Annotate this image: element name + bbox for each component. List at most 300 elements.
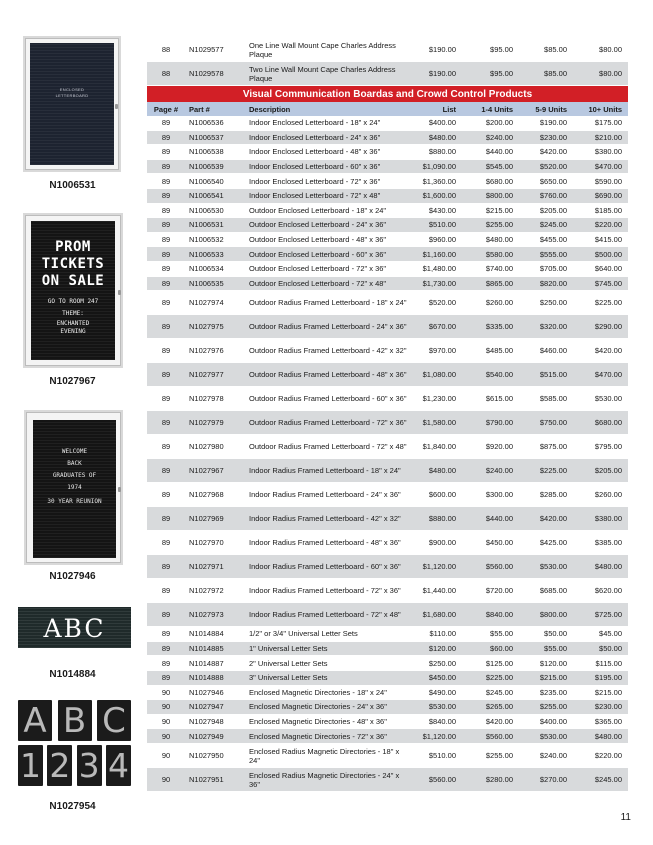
list-price-cell: $880.00 [428,514,456,524]
board-text-big: PROM [55,239,91,255]
page-number-cell: 89 [161,205,171,215]
price-5-9-cell: $240.00 [539,751,567,760]
table-row [147,459,628,483]
price-1-4-cell: $440.00 [485,514,513,524]
list-price-cell: $1,080.00 [422,370,456,380]
section-banner: Visual Communication Boardas and Crowd Control Products [147,86,628,102]
list-price-cell: $400.00 [428,118,456,128]
price-10-plus-cell: $620.00 [594,586,622,596]
price-10-plus-cell: $500.00 [594,249,622,259]
table-row [147,715,628,730]
price-10-plus-cell: $230.00 [594,702,622,712]
product-image-column [0,0,145,845]
price-10-plus-cell: $290.00 [594,322,622,332]
page-number-cell: 89 [161,147,171,157]
price-5-9-cell: $420.00 [539,147,567,157]
part-number-cell: N1014888 [189,673,224,683]
price-5-9-cell: $225.00 [539,466,567,476]
list-price-cell: $120.00 [428,644,456,654]
price-1-4-cell: $790.00 [485,418,513,428]
table-row [147,435,628,459]
part-number-cell: N1027948 [189,717,224,727]
description-cell: Enclosed Magnetic Directories - 18" x 24" [249,687,387,697]
table-row [147,189,628,204]
price-1-4-cell: $265.00 [485,702,513,712]
list-price-cell: $1,230.00 [422,394,456,404]
list-price-cell: $250.00 [428,658,456,668]
table-row [147,627,628,642]
price-5-9-cell: $85.00 [544,45,567,54]
price-10-plus-cell: $385.00 [594,538,622,548]
price-10-plus-cell: $175.00 [594,118,622,128]
page-number-cell: 89 [161,235,171,245]
description-cell: 3" Universal Letter Sets [249,673,328,683]
price-1-4-cell: $225.00 [485,673,513,683]
page-number-cell: 90 [161,702,171,712]
tile-number: 4 [107,746,129,785]
price-1-4-cell: $125.00 [485,658,513,668]
price-1-4-cell: $260.00 [485,298,513,308]
description-cell: Enclosed Magnetic Directories - 48" x 36" [249,717,387,727]
price-10-plus-cell: $690.00 [594,191,622,201]
board-text-line: WELCOME [61,448,88,455]
table-row [147,233,628,248]
letter-set-text: ABC [43,614,106,643]
price-5-9-cell: $685.00 [539,586,567,596]
table-header [147,102,628,116]
price-10-plus-cell: $590.00 [594,176,622,186]
product-label: N1014884 [49,669,96,680]
price-5-9-cell: $245.00 [539,220,567,230]
description-cell: Indoor Enclosed Letterboard - 48" x 36" [249,147,381,157]
price-5-9-cell: $190.00 [539,118,567,128]
part-number-cell: N1029578 [189,69,224,78]
description-cell: 1/2" or 3/4" Universal Letter Sets [249,629,358,639]
part-number-cell: N1006532 [189,235,224,245]
list-price-cell: $1,160.00 [422,249,456,259]
tile-number: 1 [20,746,41,785]
part-number-cell: N1027976 [189,346,224,356]
price-10-plus-cell: $220.00 [594,220,622,230]
description-cell: Enclosed Magnetic Directories - 24" x 36" [249,702,387,712]
description-cell: Outdoor Radius Framed Letterboard - 42" x 32" [249,346,407,356]
board-text-big: ON SALE [41,273,105,289]
description-cell: Outdoor Radius Framed Letterboard - 48" x 36" [249,370,407,380]
list-price-cell: $1,360.00 [422,176,456,186]
lock-knob-icon [118,487,121,492]
price-1-4-cell: $420.00 [485,717,513,727]
price-5-9-cell: $120.00 [539,658,567,668]
description-cell: Outdoor Enclosed Letterboard - 48" x 36" [249,235,387,245]
letterboard-felt [33,420,116,558]
price-5-9-cell: $235.00 [539,687,567,697]
price-10-plus-cell: $205.00 [594,466,622,476]
part-number-cell: N1006530 [189,205,224,215]
page-number-cell: 89 [161,629,171,639]
page-number-cell: 89 [161,562,171,572]
price-5-9-cell: $455.00 [539,235,567,245]
price-1-4-cell: $720.00 [485,586,513,596]
page-number-cell: 89 [161,490,171,500]
price-10-plus-cell: $480.00 [594,562,622,572]
page-number-cell: 90 [161,717,171,727]
price-10-plus-cell: $530.00 [594,394,622,404]
list-price-cell: $1,680.00 [422,610,456,620]
table-row [147,686,628,701]
part-number-cell: N1027974 [189,298,224,308]
price-5-9-cell: $420.00 [539,514,567,524]
list-price-cell: $880.00 [428,147,456,157]
col-header-description: Description [249,104,291,114]
part-number-cell: N1027975 [189,322,224,332]
board-text-line: GRADUATES OF [52,472,97,479]
list-price-cell: $480.00 [428,132,456,142]
price-5-9-cell: $230.00 [539,132,567,142]
part-number-cell: N1029577 [189,45,224,54]
table-row [147,603,628,627]
price-10-plus-cell: $745.00 [594,278,622,288]
tile-row-numbers [18,745,131,786]
description-cell: Indoor Enclosed Letterboard - 18" x 24" [249,118,381,128]
price-10-plus-cell: $260.00 [594,490,622,500]
table-row [147,291,628,315]
price-5-9-cell: $585.00 [539,394,567,404]
letterboard-felt [30,43,114,165]
price-1-4-cell: $200.00 [485,118,513,128]
price-1-4-cell: $240.00 [485,132,513,142]
list-price-cell: $1,120.00 [422,562,456,572]
description-cell: Indoor Enclosed Letterboard - 72" x 48" [249,191,381,201]
price-10-plus-cell: $725.00 [594,610,622,620]
list-price-cell: $490.00 [428,687,456,697]
part-number-cell: N1006540 [189,176,224,186]
description-cell: Outdoor Radius Framed Letterboard - 72" x 36" [249,418,407,428]
page-number-cell: 89 [161,132,171,142]
price-10-plus-cell: $220.00 [594,751,622,760]
page-number-cell: 90 [161,775,171,784]
table-row [147,145,628,160]
table-row [147,62,628,86]
price-1-4-cell: $840.00 [485,610,513,620]
price-1-4-cell: $335.00 [485,322,513,332]
list-price-cell: $900.00 [428,538,456,548]
board-text-line: LETTERBOARD [55,93,89,98]
part-number-cell: N1027949 [189,731,224,741]
list-price-cell: $430.00 [428,205,456,215]
letterboard-image-n1006531 [23,36,121,172]
table-row [147,642,628,657]
price-5-9-cell: $760.00 [539,191,567,201]
page-number-cell: 89 [161,249,171,259]
magnetic-tiles-image-n1027954 [18,700,131,790]
description-cell: Outdoor Radius Framed Letterboard - 60" x 36" [249,394,407,404]
table-row [147,411,628,435]
price-5-9-cell: $555.00 [539,249,567,259]
description-cell: Indoor Enclosed Letterboard - 72" x 36" [249,176,381,186]
description-cell: 2" Universal Letter Sets [249,658,328,668]
lock-knob-icon [115,104,118,109]
price-5-9-cell: $85.00 [544,69,567,78]
list-price-cell: $1,840.00 [422,442,456,452]
table-row [147,729,628,744]
price-1-4-cell: $485.00 [485,346,513,356]
part-number-cell: N1027950 [189,751,224,760]
part-number-cell: N1006538 [189,147,224,157]
table-row [147,247,628,262]
price-5-9-cell: $285.00 [539,490,567,500]
description-cell: Indoor Radius Framed Letterboard - 72" x 36" [249,586,401,596]
price-1-4-cell: $255.00 [485,220,513,230]
board-text-small: THEME: [62,310,84,317]
list-price-cell: $510.00 [428,751,456,760]
table-row [147,38,628,62]
table-row [147,339,628,363]
part-number-cell: N1006539 [189,162,224,172]
price-10-plus-cell: $420.00 [594,346,622,356]
col-header-5-9: 5-9 Units [535,104,567,114]
page-number-cell: 89 [161,658,171,668]
price-10-plus-cell: $80.00 [599,69,622,78]
price-5-9-cell: $400.00 [539,717,567,727]
list-price-cell: $1,090.00 [422,162,456,172]
price-1-4-cell: $545.00 [485,162,513,172]
price-10-plus-cell: $365.00 [594,717,622,727]
page-number-cell: 89 [161,466,171,476]
page-number-cell: 90 [161,731,171,741]
price-10-plus-cell: $80.00 [599,45,622,54]
part-number-cell: N1027973 [189,610,224,620]
table-row [147,656,628,671]
list-price-cell: $970.00 [428,346,456,356]
part-number-cell: N1006536 [189,118,224,128]
col-header-list: List [442,104,456,114]
board-text-line: ENCLOSED [59,87,85,92]
part-number-cell: N1014884 [189,629,224,639]
page-number-cell: 89 [161,418,171,428]
part-number-cell: N1014885 [189,644,224,654]
price-1-4-cell: $680.00 [485,176,513,186]
price-10-plus-cell: $680.00 [594,418,622,428]
price-1-4-cell: $60.00 [490,644,513,654]
price-5-9-cell: $50.00 [544,629,567,639]
price-10-plus-cell: $415.00 [594,235,622,245]
page-number: 11 [620,812,631,823]
description-cell: Enclosed Magnetic Directories - 72" x 36" [249,731,387,741]
col-header-part: Part # [189,104,210,114]
price-5-9-cell: $515.00 [539,370,567,380]
price-10-plus-cell: $215.00 [594,687,622,697]
part-number-cell: N1006537 [189,132,224,142]
description-cell: Outdoor Enclosed Letterboard - 72" x 36" [249,264,387,274]
table-row [147,555,628,579]
list-price-cell: $960.00 [428,235,456,245]
board-text-big: TICKETS [41,256,105,272]
list-price-cell: $560.00 [428,775,456,784]
price-1-4-cell: $280.00 [485,775,513,784]
tile-letter: C [97,700,131,741]
description-cell: Indoor Radius Framed Letterboard - 48" x 36" [249,538,401,548]
part-number-cell: N1027967 [189,466,224,476]
price-10-plus-cell: $225.00 [594,298,622,308]
part-number-cell: N1027972 [189,586,224,596]
page-number-cell: 89 [161,346,171,356]
price-5-9-cell: $255.00 [539,702,567,712]
page-number-cell: 89 [161,162,171,172]
list-price-cell: $510.00 [428,220,456,230]
page-number-cell: 89 [161,298,171,308]
price-5-9-cell: $205.00 [539,205,567,215]
price-1-4-cell: $560.00 [485,731,513,741]
description-cell: Outdoor Radius Framed Letterboard - 24" x 36" [249,322,407,332]
table-row [147,744,628,768]
price-1-4-cell: $440.00 [485,147,513,157]
tile-row-letters [18,700,131,741]
tile-number: 2 [49,746,71,785]
price-10-plus-cell: $210.00 [594,132,622,142]
price-1-4-cell: $740.00 [485,264,513,274]
tile-letter: A [18,700,52,741]
part-number-cell: N1027947 [189,702,224,712]
description-cell: Indoor Enclosed Letterboard - 60" x 36" [249,162,381,172]
table-row [147,507,628,531]
price-5-9-cell: $215.00 [539,673,567,683]
price-5-9-cell: $530.00 [539,731,567,741]
price-10-plus-cell: $195.00 [594,673,622,683]
table-row [147,174,628,189]
table-row [147,363,628,387]
price-10-plus-cell: $380.00 [594,147,622,157]
table-row [147,671,628,686]
price-10-plus-cell: $470.00 [594,162,622,172]
price-1-4-cell: $480.00 [485,235,513,245]
table-row [147,315,628,339]
price-5-9-cell: $875.00 [539,442,567,452]
list-price-cell: $190.00 [428,69,456,78]
board-text-small: EVENING [60,328,86,335]
price-10-plus-cell: $470.00 [594,370,622,380]
page-number-cell: 89 [161,370,171,380]
product-label: N1027954 [49,801,96,812]
board-text-line: BACK [67,460,82,467]
part-number-cell: N1027951 [189,775,224,784]
price-1-4-cell: $55.00 [490,629,513,639]
letter-set-image-n1014884 [18,607,131,648]
price-1-4-cell: $920.00 [485,442,513,452]
part-number-cell: N1027978 [189,394,224,404]
price-10-plus-cell: $640.00 [594,264,622,274]
table-row [147,218,628,233]
board-text-small: GO TO ROOM 247 [47,298,99,305]
price-10-plus-cell: $185.00 [594,205,622,215]
price-10-plus-cell: $50.00 [599,644,622,654]
page-number-cell: 89 [161,538,171,548]
description-cell: Outdoor Enclosed Letterboard - 24" x 36" [249,220,387,230]
table-row [147,204,628,219]
list-price-cell: $600.00 [428,490,456,500]
description-cell: 1" Universal Letter Sets [249,644,328,654]
price-5-9-cell: $270.00 [539,775,567,784]
product-label: N1027967 [49,376,96,387]
table-row [147,483,628,507]
board-text-line: 30 YEAR REUNION [47,498,102,505]
part-number-cell: N1027971 [189,562,224,572]
table-row [147,160,628,175]
part-number-cell: N1027979 [189,418,224,428]
page-number-cell: 89 [161,264,171,274]
price-5-9-cell: $705.00 [539,264,567,274]
description-cell: One Line Wall Mount Cape Charles Address Plaque [249,40,396,59]
price-1-4-cell: $245.00 [485,687,513,697]
page-number-cell: 89 [161,644,171,654]
part-number-cell: N1006531 [189,220,224,230]
page-number-cell: 89 [161,514,171,524]
description-cell: Indoor Radius Framed Letterboard - 18" x 24" [249,466,401,476]
part-number-cell: N1006541 [189,191,224,201]
price-1-4-cell: $95.00 [490,45,513,54]
page-number-cell: 89 [161,118,171,128]
table-row [147,131,628,146]
page-number-cell: 89 [161,673,171,683]
price-10-plus-cell: $245.00 [594,775,622,784]
page-number-cell: 89 [161,442,171,452]
product-label: N1006531 [49,180,96,191]
table-row [147,262,628,277]
price-1-4-cell: $865.00 [485,278,513,288]
table-row [147,531,628,555]
list-price-cell: $480.00 [428,466,456,476]
description-cell: Outdoor Enclosed Letterboard - 60" x 36" [249,249,387,259]
list-price-cell: $190.00 [428,45,456,54]
price-10-plus-cell: $380.00 [594,514,622,524]
page-number-cell: 89 [161,220,171,230]
description-cell: Indoor Radius Framed Letterboard - 24" x 36" [249,490,401,500]
list-price-cell: $450.00 [428,673,456,683]
price-5-9-cell: $425.00 [539,538,567,548]
part-number-cell: N1014887 [189,658,224,668]
page-number-cell: 89 [161,191,171,201]
price-1-4-cell: $540.00 [485,370,513,380]
price-5-9-cell: $820.00 [539,278,567,288]
price-5-9-cell: $460.00 [539,346,567,356]
table-row [147,700,628,715]
list-price-cell: $520.00 [428,298,456,308]
page-number-cell: 89 [161,322,171,332]
price-1-4-cell: $240.00 [485,466,513,476]
tile-letter: B [58,700,92,741]
price-5-9-cell: $650.00 [539,176,567,186]
board-text-small: ENCHANTED [56,320,90,327]
price-5-9-cell: $320.00 [539,322,567,332]
description-cell: Two Line Wall Mount Cape Charles Address Plaque [249,64,396,83]
tile-number: 3 [78,746,100,785]
price-5-9-cell: $250.00 [539,298,567,308]
page-number-cell: 89 [161,586,171,596]
description-cell: Enclosed Radius Magnetic Directories - 24" x 36" [249,770,400,789]
product-label: N1027946 [49,571,96,582]
price-5-9-cell: $530.00 [539,562,567,572]
page-number-cell: 89 [161,394,171,404]
part-number-cell: N1027968 [189,490,224,500]
description-cell: Enclosed Radius Magnetic Directories - 18" x 24" [249,746,400,765]
page-number-cell: 90 [161,687,171,697]
list-price-cell: $110.00 [429,629,456,639]
list-price-cell: $1,580.00 [422,418,456,428]
letterboard-image-n1027967 [23,213,123,368]
price-1-4-cell: $95.00 [490,69,513,78]
description-cell: Outdoor Radius Framed Letterboard - 18" x 24" [249,298,407,308]
list-price-cell: $1,480.00 [422,264,456,274]
table-row [147,387,628,411]
